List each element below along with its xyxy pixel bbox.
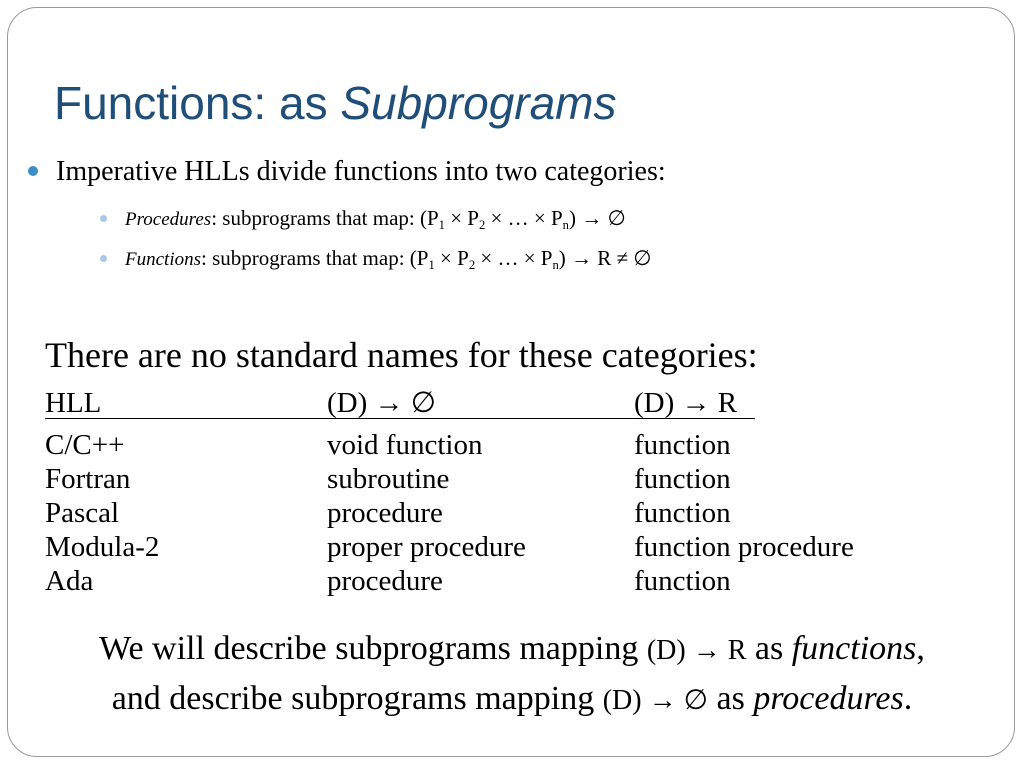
table-cell: function bbox=[634, 429, 731, 461]
table-cell: procedure bbox=[327, 565, 443, 597]
procedures-text: : subprograms that map: (P bbox=[211, 206, 439, 230]
conclusion-l2a: and describe subprograms mapping bbox=[111, 680, 603, 717]
table-cell: C/C++ bbox=[45, 429, 125, 461]
table-cell: function procedure bbox=[634, 531, 854, 563]
table-cell: Pascal bbox=[45, 497, 120, 529]
table-cell: procedure bbox=[327, 497, 443, 529]
procedures-sub-2: 2 bbox=[479, 217, 486, 232]
table-cell: function bbox=[634, 463, 731, 495]
header-hll-text: HLL bbox=[45, 388, 327, 419]
header-hll bbox=[45, 386, 327, 428]
functions-sub-1: 1 bbox=[428, 257, 435, 272]
sub-bullet-dot-icon bbox=[100, 255, 107, 262]
procedures-cross-1: × P bbox=[444, 206, 479, 230]
header-d-empty-text: (D) → ∅ bbox=[327, 388, 634, 419]
conclusion-l2e: . bbox=[903, 680, 913, 717]
procedures-term: Procedures bbox=[125, 209, 212, 230]
header-d-r-text: (D) → R bbox=[634, 388, 755, 419]
conclusion-l2d: procedures bbox=[753, 680, 904, 717]
table-cell: Fortran bbox=[45, 463, 131, 495]
header-d-r bbox=[634, 386, 925, 428]
procedures-sub-n: n bbox=[562, 217, 569, 232]
conclusion-l1c: as bbox=[746, 630, 792, 667]
hll-table bbox=[45, 386, 925, 598]
table-header-row bbox=[45, 386, 925, 428]
functions-cross-1: × P bbox=[434, 246, 469, 270]
functions-tail: ) → R ≠ ∅ bbox=[558, 246, 652, 270]
table-row bbox=[45, 428, 925, 462]
table-cell: function bbox=[634, 565, 731, 597]
functions-sub-2: 2 bbox=[468, 257, 476, 272]
table-cell: void function bbox=[327, 429, 483, 461]
table-row bbox=[45, 530, 925, 564]
conclusion-l1b: (D) → R bbox=[646, 635, 747, 666]
slide-title bbox=[54, 78, 617, 129]
functions-cross-2: × … × P bbox=[475, 246, 553, 270]
header-d-empty bbox=[327, 386, 634, 428]
conclusion-l2c: as bbox=[707, 680, 754, 717]
table-row bbox=[45, 462, 925, 496]
table-row bbox=[45, 496, 925, 530]
table-cell: function bbox=[634, 497, 731, 529]
table-cell: proper procedure bbox=[327, 531, 526, 563]
conclusion-l1a: We will describe subprograms mapping bbox=[99, 630, 647, 667]
intro-text: There are no standard names for these categories: bbox=[45, 335, 758, 375]
conclusion-l1e: , bbox=[916, 630, 925, 667]
table-cell: Ada bbox=[45, 565, 94, 597]
table-cell: subroutine bbox=[327, 463, 450, 495]
conclusion-l2b: (D) → ∅ bbox=[602, 685, 708, 716]
table-row bbox=[45, 564, 925, 598]
table-cell: Modula-2 bbox=[45, 531, 160, 563]
conclusion-l1d: functions bbox=[791, 630, 917, 667]
functions-term: Functions bbox=[125, 249, 201, 270]
sub-bullet-functions bbox=[100, 245, 652, 273]
bullet-dot-icon bbox=[28, 166, 38, 176]
bullet-text: Imperative HLLs divide functions into two categories: bbox=[56, 156, 666, 187]
procedures-sub-1: 1 bbox=[438, 217, 445, 232]
bullet-main bbox=[28, 155, 666, 189]
sub-bullet-dot-icon bbox=[100, 215, 107, 222]
functions-text: : subprograms that map: (P bbox=[201, 246, 429, 270]
title-main: Functions: as bbox=[54, 77, 341, 129]
procedures-tail: ) → ∅ bbox=[568, 206, 626, 230]
sub-bullet-procedures bbox=[100, 205, 626, 233]
procedures-cross-2: × … × P bbox=[485, 206, 563, 230]
conclusion-text bbox=[0, 625, 1024, 725]
title-italic: Subprograms bbox=[340, 77, 617, 129]
functions-sub-n: n bbox=[552, 257, 559, 272]
